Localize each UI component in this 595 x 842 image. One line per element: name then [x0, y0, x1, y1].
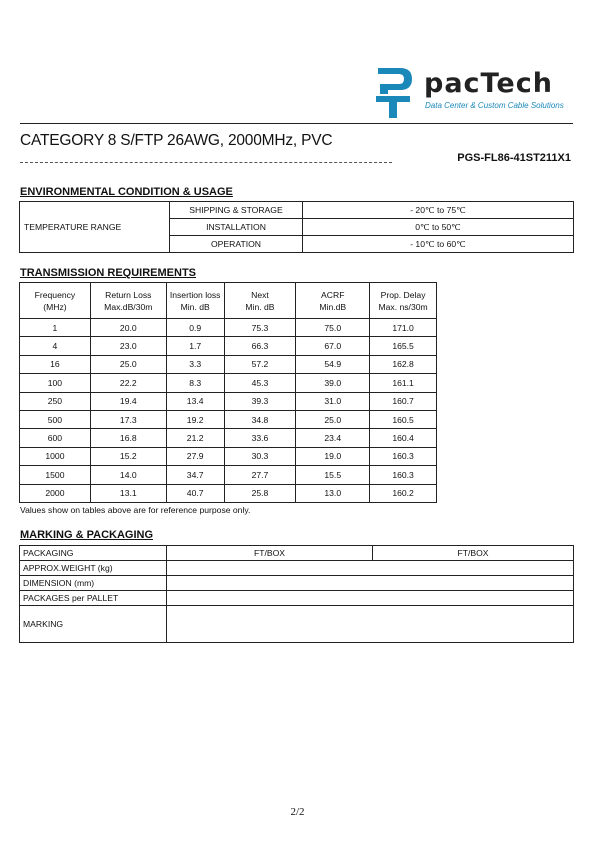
environment-table [19, 201, 574, 253]
table-cell: 16.8 [90, 429, 166, 447]
env-label: INSTALLATION [170, 219, 303, 236]
table-cell: 17.3 [90, 410, 166, 428]
table-row [20, 392, 437, 410]
table-cell: 1000 [20, 447, 91, 465]
table-cell: 15.5 [296, 466, 370, 484]
table-row [20, 606, 574, 643]
table-cell: 165.5 [370, 337, 437, 355]
marking-heading: MARKING & PACKAGING [20, 529, 154, 541]
table-row [20, 202, 574, 219]
table-cell: 160.7 [370, 392, 437, 410]
table-cell: 160.4 [370, 429, 437, 447]
table-cell: 40.7 [166, 484, 224, 502]
marking-value [167, 606, 574, 643]
table-cell: 30.3 [224, 447, 296, 465]
table-cell: 27.7 [224, 466, 296, 484]
table-cell: 19.2 [166, 410, 224, 428]
table-row [20, 447, 437, 465]
table-cell: 13.4 [166, 392, 224, 410]
table-cell: 21.2 [166, 429, 224, 447]
table-cell: 500 [20, 410, 91, 428]
table-cell: 160.3 [370, 447, 437, 465]
page-number: 2/2 [290, 806, 305, 818]
table-row [20, 591, 574, 606]
table-cell: 39.3 [224, 392, 296, 410]
env-label: SHIPPING & STORAGE [170, 202, 303, 219]
table-header-row [20, 283, 437, 319]
marking-label: DIMENSION (mm) [20, 576, 167, 591]
table-cell: 22.2 [90, 374, 166, 392]
column-header: ACRF Min.dB [296, 283, 370, 319]
table-row [20, 546, 574, 561]
env-label: OPERATION [170, 236, 303, 253]
table-cell: 1 [20, 319, 91, 337]
packaging-value: FT/BOX [167, 546, 373, 561]
table-cell: 34.8 [224, 410, 296, 428]
table-cell: 45.3 [224, 374, 296, 392]
table-row [20, 337, 437, 355]
temperature-range-label: TEMPERATURE RANGE [20, 202, 170, 253]
table-row [20, 410, 437, 428]
marking-label: APPROX.WEIGHT (kg) [20, 561, 167, 576]
pactech-logo [372, 64, 572, 120]
table-cell: 100 [20, 374, 91, 392]
table-cell: 13.1 [90, 484, 166, 502]
table-cell: 75.3 [224, 319, 296, 337]
table-cell: 66.3 [224, 337, 296, 355]
table-cell: 160.5 [370, 410, 437, 428]
table-row [20, 355, 437, 373]
header-rule [20, 123, 573, 124]
transmission-heading: TRANSMISSION REQUIREMENTS [20, 267, 197, 279]
table-cell: 54.9 [296, 355, 370, 373]
table-cell: 8.3 [166, 374, 224, 392]
table-cell: 13.0 [296, 484, 370, 502]
table-cell: 25.0 [90, 355, 166, 373]
env-value: - 10℃ to 60℃ [303, 236, 574, 253]
transmission-table [19, 282, 437, 503]
column-header: Prop. Delay Max. ns/30m [370, 283, 437, 319]
table-row [20, 466, 437, 484]
marking-value [167, 561, 574, 576]
table-cell: 23.4 [296, 429, 370, 447]
table-cell: 67.0 [296, 337, 370, 355]
marking-value [167, 591, 574, 606]
table-cell: 33.6 [224, 429, 296, 447]
marking-label: MARKING [20, 606, 167, 643]
title-underline [20, 162, 392, 163]
env-value: 0℃ to 50℃ [303, 219, 574, 236]
table-row [20, 484, 437, 502]
table-cell: 0.9 [166, 319, 224, 337]
table-cell: 171.0 [370, 319, 437, 337]
table-cell: 250 [20, 392, 91, 410]
marking-label: PACKAGING [20, 546, 167, 561]
table-cell: 161.1 [370, 374, 437, 392]
table-cell: 16 [20, 355, 91, 373]
marking-table [19, 545, 574, 643]
marking-label: PACKAGES per PALLET [20, 591, 167, 606]
table-row [20, 429, 437, 447]
table-cell: 75.0 [296, 319, 370, 337]
table-cell: 19.0 [296, 447, 370, 465]
table-cell: 15.2 [90, 447, 166, 465]
environment-heading: ENVIRONMENTAL CONDITION & USAGE [20, 186, 233, 198]
pt-logo-icon [372, 64, 416, 120]
table-cell: 1500 [20, 466, 91, 484]
part-number: PGS-FL86-41ST211X1 [457, 152, 571, 164]
table-cell: 31.0 [296, 392, 370, 410]
table-row [20, 319, 437, 337]
packaging-value: FT/BOX [373, 546, 574, 561]
table-cell: 4 [20, 337, 91, 355]
table-cell: 160.2 [370, 484, 437, 502]
table-cell: 162.8 [370, 355, 437, 373]
table-cell: 57.2 [224, 355, 296, 373]
table-row [20, 576, 574, 591]
brand-tagline: Data Center & Custom Cable Solutions [425, 101, 564, 110]
marking-value [167, 576, 574, 591]
table-cell: 23.0 [90, 337, 166, 355]
env-value: - 20℃ to 75℃ [303, 202, 574, 219]
table-row [20, 561, 574, 576]
table-cell: 25.8 [224, 484, 296, 502]
table-cell: 1.7 [166, 337, 224, 355]
column-header: Insertion loss Min. dB [166, 283, 224, 319]
table-cell: 3.3 [166, 355, 224, 373]
table-cell: 34.7 [166, 466, 224, 484]
table-cell: 19.4 [90, 392, 166, 410]
column-header: Next Min. dB [224, 283, 296, 319]
table-cell: 160.3 [370, 466, 437, 484]
table-cell: 25.0 [296, 410, 370, 428]
table-cell: 14.0 [90, 466, 166, 484]
table-cell: 600 [20, 429, 91, 447]
table-cell: 2000 [20, 484, 91, 502]
brand-name: pacTech [424, 68, 553, 99]
table-cell: 39.0 [296, 374, 370, 392]
column-header: Return Loss Max.dB/30m [90, 283, 166, 319]
column-header: Frequency (MHz) [20, 283, 91, 319]
reference-note: Values show on tables above are for reference purpose only. [20, 505, 251, 515]
table-row [20, 374, 437, 392]
table-cell: 20.0 [90, 319, 166, 337]
document-title: CATEGORY 8 S/FTP 26AWG, 2000MHz, PVC [20, 132, 333, 149]
table-cell: 27.9 [166, 447, 224, 465]
